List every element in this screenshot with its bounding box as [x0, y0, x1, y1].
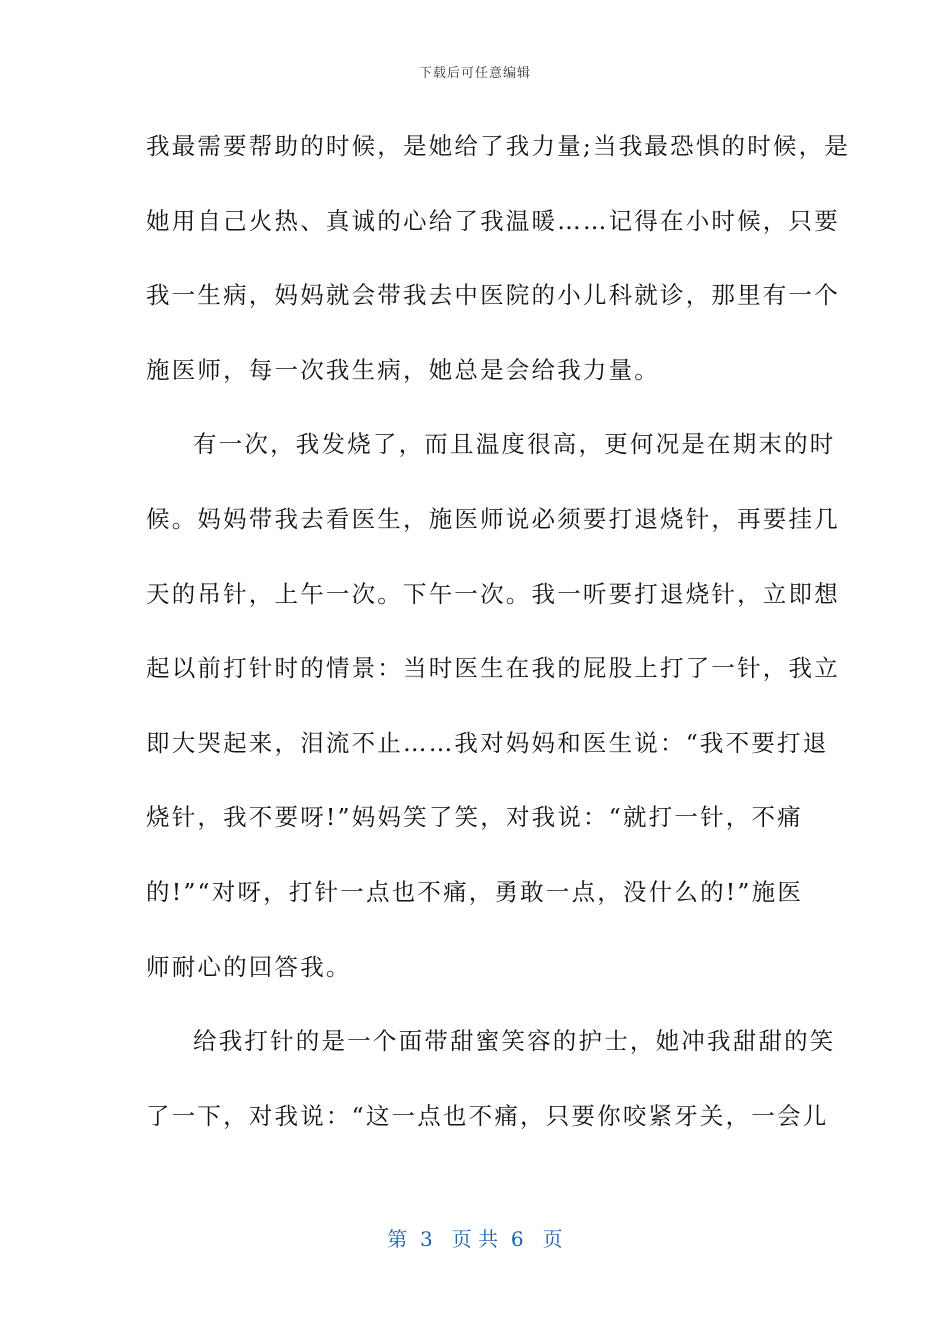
text-line: 的!”“对呀，打针一点也不痛，勇敢一点，没什么的!”施医 — [146, 877, 804, 906]
text-line: 烧针，我不要呀!”妈妈笑了笑，对我说：“就打一针，不痛 — [146, 803, 803, 832]
text-line: 施医师，每一次我生病，她总是会给我力量。 — [146, 355, 660, 384]
page-header: 下载后可任意编辑 — [418, 66, 531, 81]
text-line: 我最需要帮助的时候，是她给了我力量;当我最恐惧的时候，是 — [146, 132, 851, 160]
text-line: 了一下，对我说：“这一点也不痛，只要你咬紧牙关，一会儿 — [146, 1101, 829, 1130]
paragraph-first-line: 有一次，我发烧了，而且温度很高，更何况是在期末的时 — [193, 430, 836, 459]
page-number-footer: 第 3 页 共 6 页 — [387, 1227, 563, 1251]
text-line: 候。妈妈带我去看医生，施医师说必须要打退烧针，再要挂几 — [146, 504, 840, 533]
text-line: 起以前打针时的情景：当时医生在我的屁股上打了一针，我立 — [146, 654, 840, 683]
text-line: 天的吊针，上午一次。下午一次。我一听要打退烧针，立即想 — [146, 579, 840, 608]
document-body — [146, 124, 851, 1168]
paragraph-first-line: 给我打针的是一个面带甜蜜笑容的护士，她冲我甜甜的笑 — [193, 1027, 836, 1056]
text-line: 师耐心的回答我。 — [146, 952, 352, 981]
text-line: 我一生病，妈妈就会带我去中医院的小儿科就诊，那里有一个 — [146, 281, 840, 310]
text-line: 她用自己火热、真诚的心给了我温暖……记得在小时候，只要 — [146, 206, 840, 235]
text-line: 即大哭起来，泪流不止……我对妈妈和医生说：“我不要打退 — [146, 728, 829, 757]
